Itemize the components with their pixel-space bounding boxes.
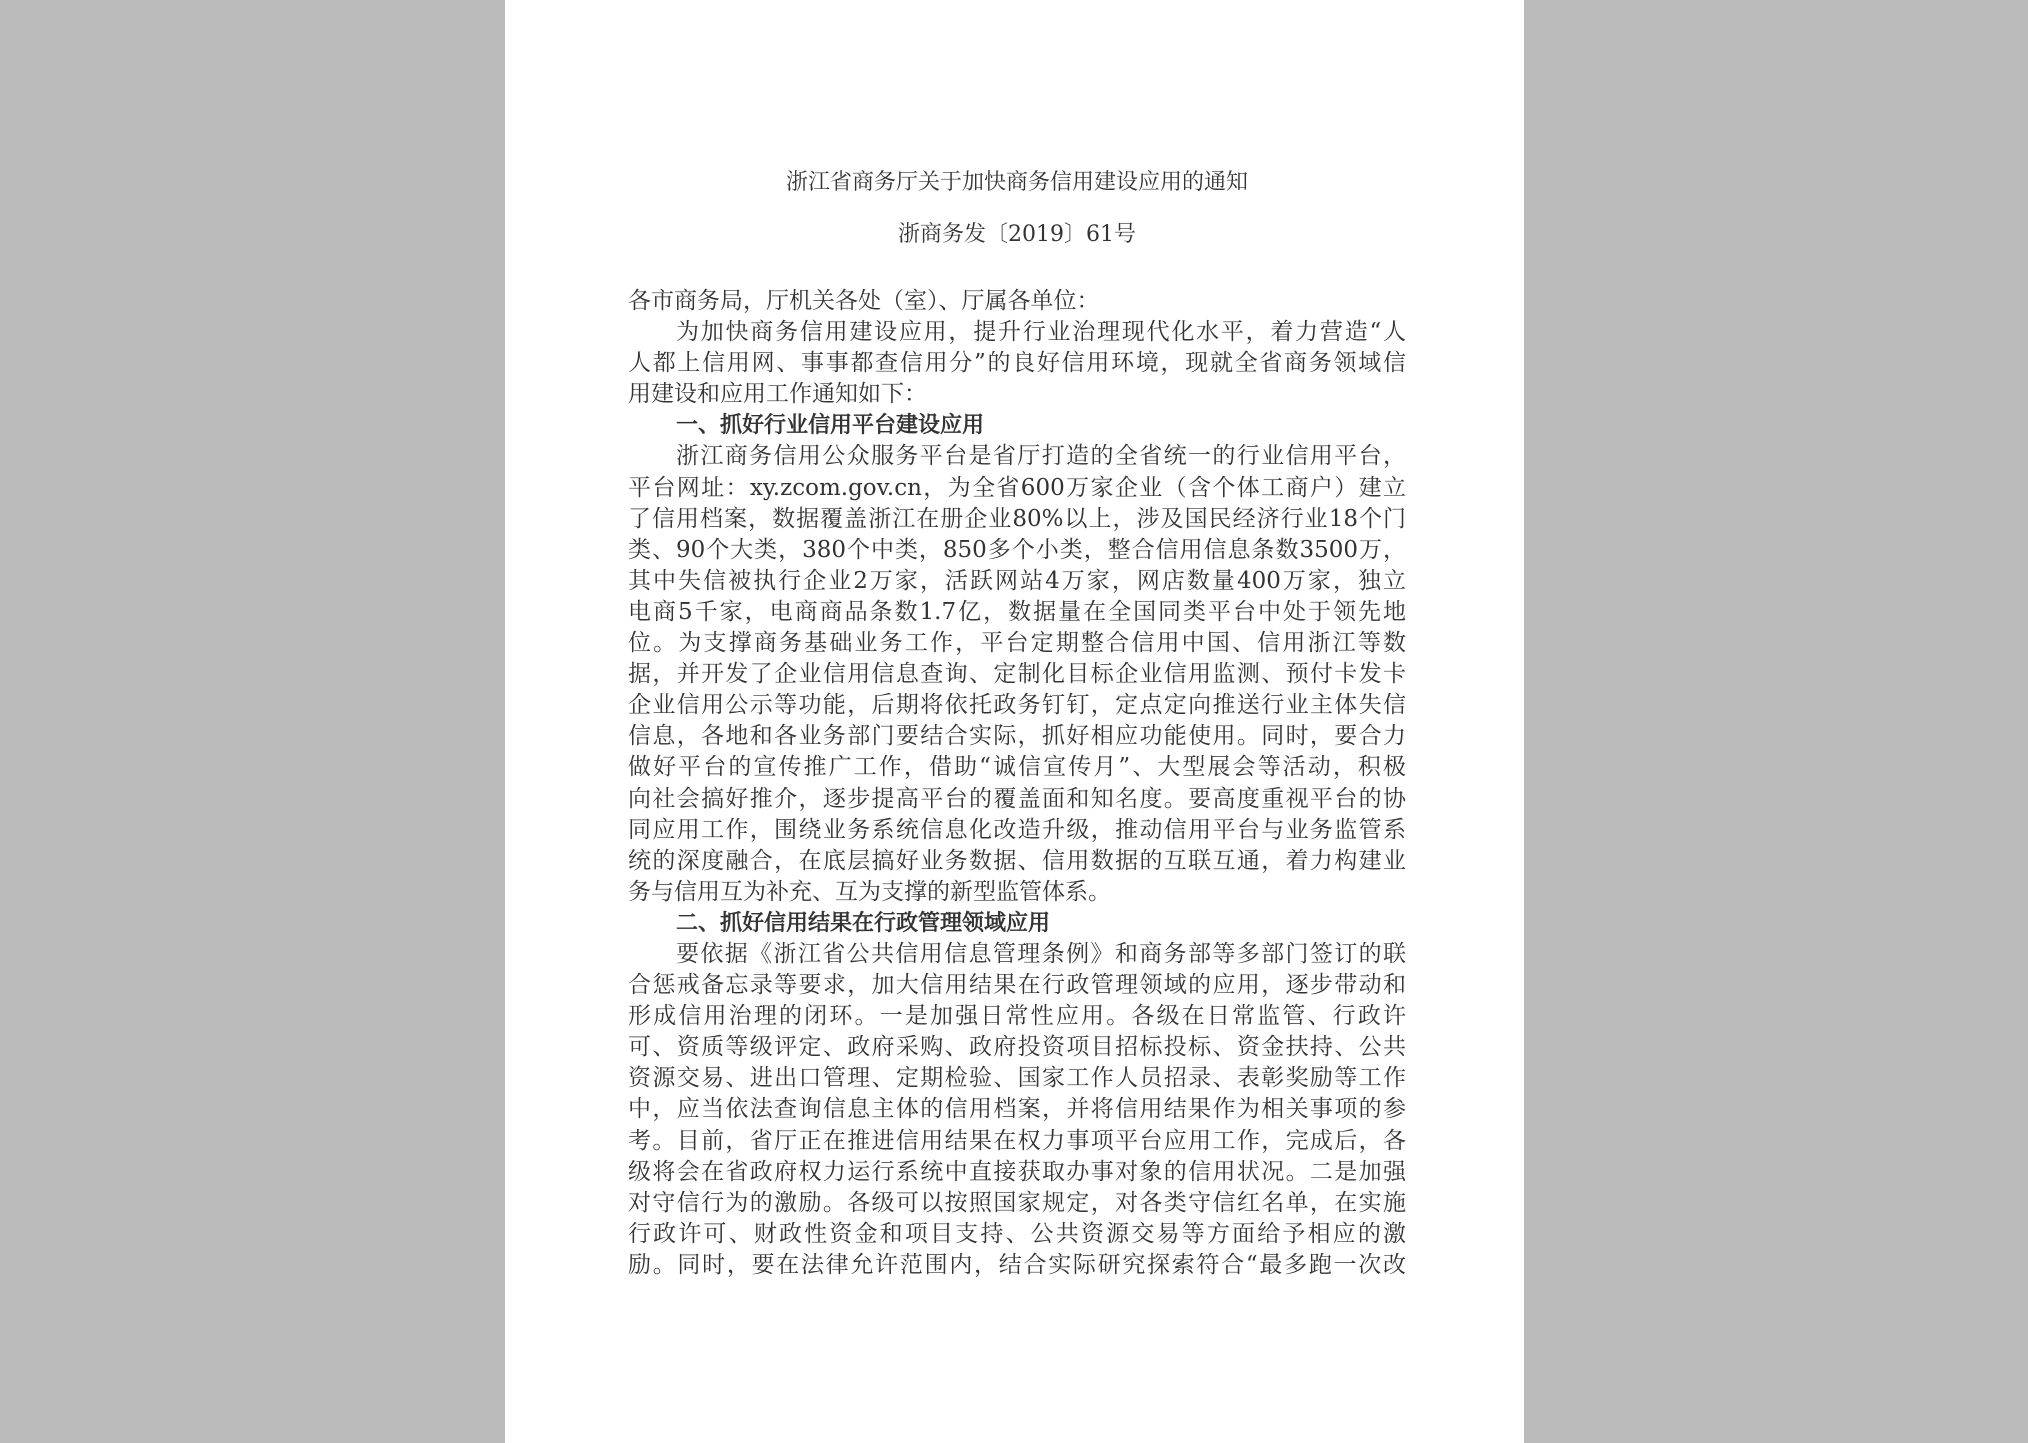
body-text-line: 励。同时，要在法律允许范围内，结合实际研究探索符合“最多跑一次改 — [628, 1251, 1406, 1278]
body-text-line: 类、90个大类，380个中类，850多个小类，整合信用信息条数3500万， — [628, 536, 1406, 563]
body-text-line: 信息，各地和各业务部门要结合实际，抓好相应功能使用。同时，要合力 — [628, 723, 1406, 750]
body-text-line: 对守信行为的激励。各级可以按照国家规定，对各类守信红名单，在实施 — [628, 1189, 1406, 1216]
salutation: 各市商务局，厅机关各处（室）、厅属各单位： — [628, 288, 1100, 314]
body-text-line: 中，应当依法查询信息主体的信用档案，并将信用结果作为相关事项的参 — [628, 1096, 1406, 1123]
body-text-line: 向社会搞好推介，逐步提高平台的覆盖面和知名度。要高度重视平台的协 — [628, 785, 1406, 812]
body-text-line: 人都上信用网、事事都查信用分”的良好信用环境，现就全省商务领域信 — [628, 350, 1406, 377]
body-text-line: 考。目前，省厅正在推进信用结果在权力事项平台应用工作，完成后，各 — [628, 1127, 1406, 1154]
body-text-line: 可、资质等级评定、政府采购、政府投资项目招标投标、资金扶持、公共 — [628, 1034, 1406, 1061]
body-text-line: 务与信用互为补充、互为支撑的新型监管体系。 — [628, 878, 1111, 905]
body-text-line: 要依据《浙江省公共信用信息管理条例》和商务部等多部门签订的联 — [676, 940, 1406, 967]
document-number: 浙商务发〔2019〕61号 — [898, 222, 1136, 247]
body-text-line: 企业信用公示等功能，后期将依托政务钉钉，定点定向推送行业主体失信 — [628, 692, 1406, 719]
body-text-line: 同应用工作，围绕业务系统信息化改造升级，推动信用平台与业务监管系 — [628, 816, 1406, 843]
document-page — [505, 0, 1524, 1443]
document-title: 浙江省商务厅关于加快商务信用建设应用的通知 — [785, 170, 1248, 195]
body-text-line: 其中失信被执行企业2万家，活跃网站4万家，网店数量400万家，独立 — [628, 567, 1406, 594]
body-text-line: 行政许可、财政性资金和项目支持、公共资源交易等方面给予相应的激 — [628, 1220, 1406, 1247]
body-text-line: 平台网址：xy.zcom.gov.cn，为全省600万家企业（含个体工商户）建立 — [628, 474, 1406, 501]
body-text-line: 资源交易、进出口管理、定期检验、国家工作人员招录、表彰奖励等工作 — [628, 1065, 1406, 1092]
body-text-line: 合惩戒备忘录等要求，加大信用结果在行政管理领域的应用，逐步带动和 — [628, 972, 1406, 999]
body-text-line: 统的深度融合，在底层搞好业务数据、信用数据的互联互通，着力构建业 — [628, 847, 1406, 874]
body-text-line: 浙江商务信用公众服务平台是省厅打造的全省统一的行业信用平台， — [676, 443, 1406, 470]
body-text-line: 级将会在省政府权力运行系统中直接获取办事对象的信用状况。二是加强 — [628, 1158, 1406, 1185]
body-text-line: 据，并开发了企业信用信息查询、定制化目标企业信用监测、预付卡发卡 — [628, 661, 1406, 688]
body-text-line: 形成信用治理的闭环。一是加强日常性应用。各级在日常监管、行政许 — [628, 1003, 1406, 1030]
body-text-line: 电商5千家，电商商品条数1.7亿，数据量在全国同类平台中处于领先地 — [628, 598, 1406, 625]
page-content — [628, 166, 1406, 1281]
section-heading: 一、抓好行业信用平台建设应用 — [676, 413, 985, 439]
body-text-line: 了信用档案，数据覆盖浙江在册企业80%以上，涉及国民经济行业18个门 — [628, 505, 1406, 532]
document-body — [628, 286, 1406, 1281]
body-text-line: 用建设和应用工作通知如下： — [628, 381, 927, 408]
section-heading: 二、抓好信用结果在行政管理领域应用 — [676, 910, 1051, 936]
body-text-line: 位。为支撑商务基础业务工作，平台定期整合信用中国、信用浙江等数 — [628, 630, 1406, 657]
body-text-line: 为加快商务信用建设应用，提升行业治理现代化水平，着力营造“人 — [676, 319, 1406, 346]
body-text-line: 做好平台的宣传推广工作，借助“诚信宣传月”、大型展会等活动，积极 — [628, 754, 1406, 781]
